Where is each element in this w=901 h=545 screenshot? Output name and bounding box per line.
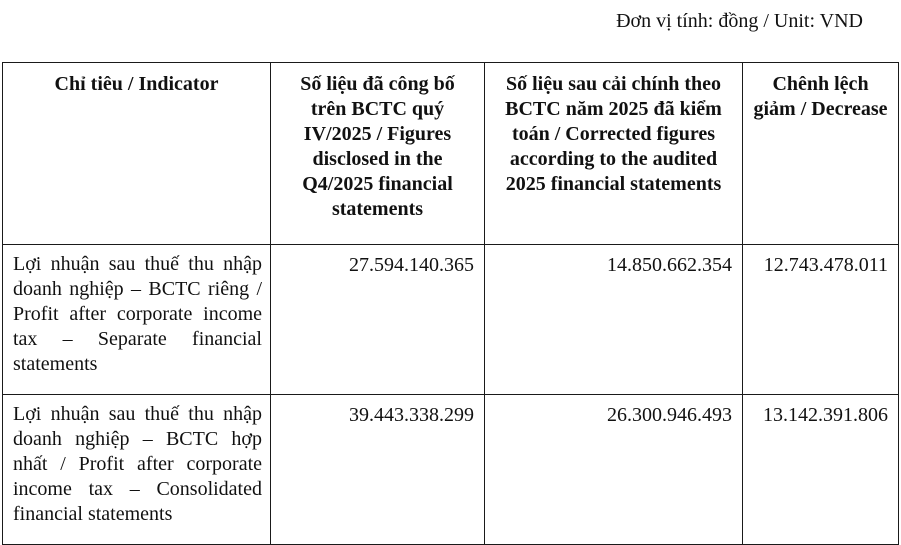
correction-table: [2, 62, 899, 545]
table-row: [3, 245, 899, 395]
header-corrected: Số liệu sau cải chính theo BCTC năm 2025 đã kiểm toán / Corrected figures according to the audited 2025 financial statements: [485, 63, 743, 245]
corrected-value-cell: 26.300.946.493: [485, 395, 743, 545]
indicator-cell: Lợi nhuận sau thuế thu nhập doanh nghiệp – BCTC riêng / Profit after corporate income tax – Separate financial statements: [3, 245, 271, 395]
header-disclosed: Số liệu đã công bố trên BCTC quý IV/2025 / Figures disclosed in the Q4/2025 financial statements: [271, 63, 485, 245]
unit-note: Đơn vị tính: đồng / Unit: VND: [616, 10, 863, 32]
disclosed-value-cell: 39.443.338.299: [271, 395, 485, 545]
indicator-cell: Lợi nhuận sau thuế thu nhập doanh nghiệp – BCTC hợp nhất / Profit after corporate income tax – Consolidated financial statements: [3, 395, 271, 545]
corrected-value-cell: 14.850.662.354: [485, 245, 743, 395]
decrease-value-cell: 12.743.478.011: [743, 245, 899, 395]
table-header-row: [3, 63, 899, 245]
disclosed-value-cell: 27.594.140.365: [271, 245, 485, 395]
decrease-value-cell: 13.142.391.806: [743, 395, 899, 545]
header-decrease: Chênh lệch giảm / Decrease: [743, 63, 899, 245]
header-indicator: Chỉ tiêu / Indicator: [3, 63, 271, 245]
table-row: [3, 395, 899, 545]
